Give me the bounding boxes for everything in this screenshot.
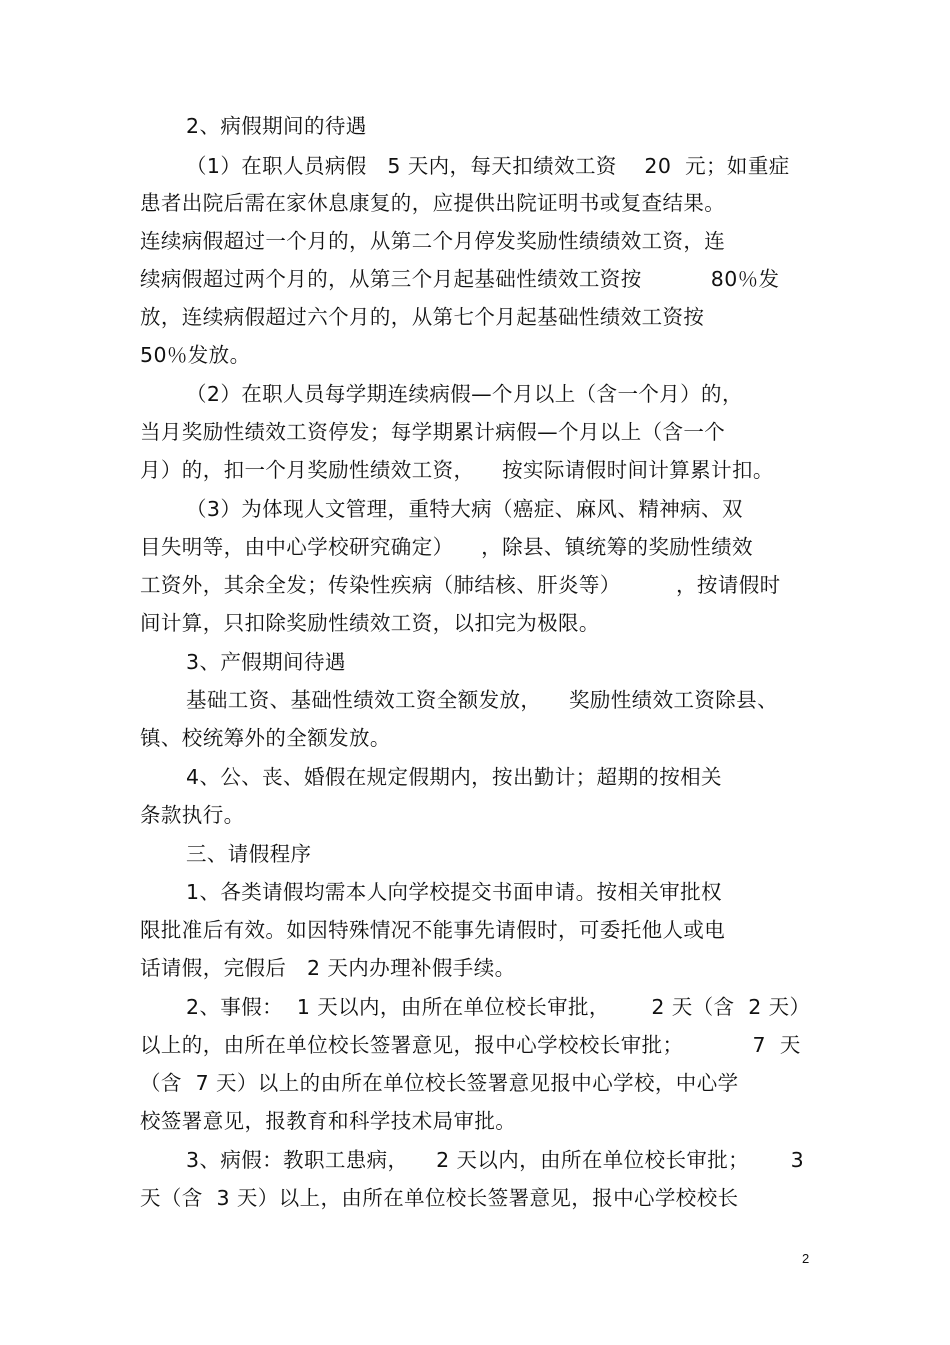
paragraph-line: 续病假超过两个月的，从第三个月起基础性绩效工资按 80％发: [140, 267, 780, 291]
paragraph-line: 月）的，扣一个月奖励性绩效工资， 按实际请假时间计算累计扣。: [140, 458, 774, 482]
paragraph-line: 基础工资、基础性绩效工资全额发放， 奖励性绩效工资除县、: [186, 688, 778, 712]
paragraph-line: （2）在职人员每学期连续病假—个月以上（含一个月）的，: [186, 382, 743, 406]
paragraph-line: 工资外，其余全发；传染性疾病（肺结核、肝炎等） ，按请假时: [140, 573, 781, 597]
paragraph-line: 2、事假： 1 天以内，由所在单位校长审批， 2 天（含 2 天）: [186, 995, 811, 1019]
paragraph-line: 目失明等，由中心学校研究确定） ，除县、镇统筹的奖励性绩效: [140, 535, 753, 559]
paragraph-line: （含 7 天）以上的由所在单位校长签署意见报中心学校，中心学: [140, 1071, 739, 1095]
paragraph-line: （1）在职人员病假 5 天内，每天扣绩效工资 20 元；如重症: [186, 154, 790, 178]
paragraph-line: 放，连续病假超过六个月的，从第七个月起基础性绩效工资按: [140, 305, 705, 329]
paragraph-line: 话请假，完假后 2 天内办理补假手续。: [140, 956, 516, 980]
paragraph-line: 天（含 3 天）以上，由所在单位校长签署意见，报中心学校校长: [140, 1186, 739, 1210]
paragraph-line: 4、公、丧、婚假在规定假期内，按出勤计；超期的按相关: [186, 765, 722, 789]
paragraph-line: 1、各类请假均需本人向学校提交书面申请。按相关审批权: [186, 880, 722, 904]
heading-leave-procedure: 三、请假程序: [186, 842, 312, 866]
paragraph-line: 间计算，只扣除奖励性绩效工资，以扣完为极限。: [140, 611, 600, 635]
paragraph-line: 3、病假：教职工患病， 2 天以内，由所在单位校长审批； 3: [186, 1148, 805, 1172]
paragraph-line: （3）为体现人文管理，重特大病（癌症、麻风、精神病、双: [186, 497, 743, 521]
page-number: 2: [802, 1251, 810, 1266]
paragraph-line: 镇、校统筹外的全额发放。: [140, 726, 391, 750]
paragraph-line: 限批准后有效。如因特殊情况不能事先请假时，可委托他人或电: [140, 918, 726, 942]
paragraph-line: 当月奖励性绩效工资停发；每学期累计病假—个月以上（含一个: [140, 420, 726, 444]
paragraph-line: 患者出院后需在家休息康复的，应提供出院证明书或复查结果。: [140, 191, 726, 215]
paragraph-line: 条款执行。: [140, 803, 245, 827]
heading-maternity-leave: 3、产假期间待遇: [186, 650, 346, 674]
paragraph-line: 连续病假超过一个月的，从第二个月停发奖励性绩绩效工资，连: [140, 229, 726, 253]
heading-sick-leave-treatment: 2、病假期间的待遇: [186, 114, 367, 138]
paragraph-line: 校签署意见，报教育和科学技术局审批。: [140, 1109, 517, 1133]
paragraph-line: 以上的，由所在单位校长签署意见，报中心学校校长审批； 7 天: [140, 1033, 801, 1057]
paragraph-line: 50％发放。: [140, 343, 251, 367]
